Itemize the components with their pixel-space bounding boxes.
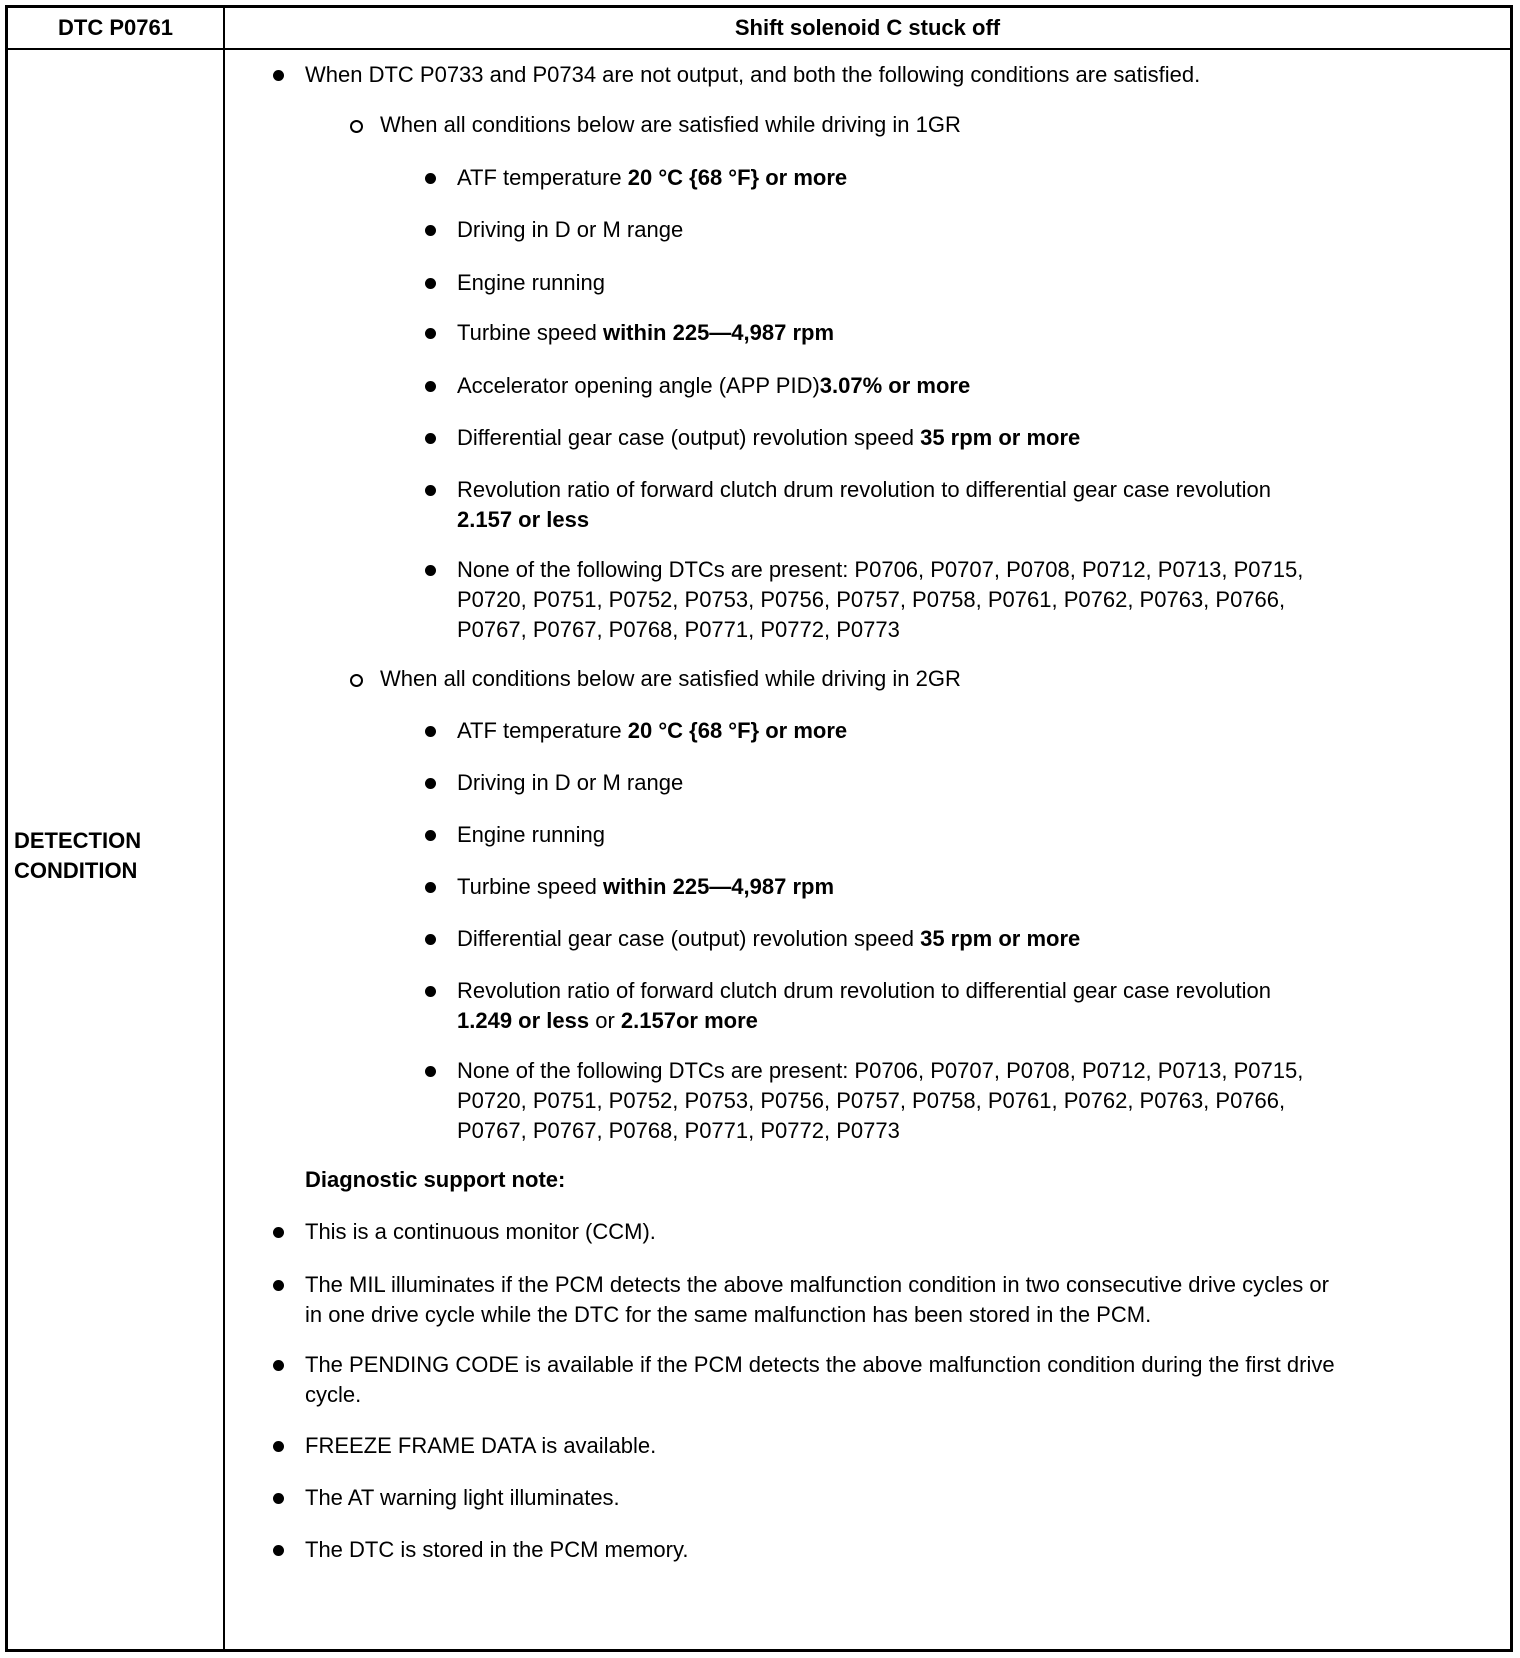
bullet-icon xyxy=(425,173,436,184)
bullet-icon xyxy=(425,381,436,392)
bullet-icon xyxy=(273,1227,284,1238)
list-item: Driving in D or M range xyxy=(457,215,1430,245)
bullet-icon xyxy=(425,278,436,289)
list-item: Accelerator opening angle (APP PID)3.07% or more xyxy=(457,371,1430,401)
bullet-icon xyxy=(273,1493,284,1504)
detection-condition-content xyxy=(225,50,1510,1649)
list-item: The PENDING CODE is available if the PCM detects the above malfunction condition during the first drive cycle. xyxy=(305,1350,1480,1410)
list-item: The AT warning light illuminates. xyxy=(305,1483,1480,1513)
note-heading: Diagnostic support note: xyxy=(305,1167,566,1192)
list-item: The MIL illuminates if the PCM detects the above malfunction condition in two consecutive drive cycles or in one drive cycle while the DTC for the same malfunction has been stored in the PCM. xyxy=(305,1270,1480,1330)
bullet-icon xyxy=(425,485,436,496)
dtc-code: DTC P0761 xyxy=(58,15,173,40)
intro-text: When DTC P0733 and P0734 are not output, and both the following conditions are satisfied. xyxy=(305,62,1201,87)
section-label-line: CONDITION xyxy=(14,858,138,883)
circle-bullet-icon xyxy=(350,120,363,133)
list-item: Turbine speed within 225—4,987 rpm xyxy=(457,318,1430,348)
list-item: This is a continuous monitor (CCM). xyxy=(305,1217,1480,1247)
group-heading: When all conditions below are satisfied while driving in 1GR xyxy=(380,110,1480,140)
bullet-icon xyxy=(273,70,284,81)
bullet-icon xyxy=(273,1280,284,1291)
bullet-icon xyxy=(273,1360,284,1371)
bullet-icon xyxy=(425,565,436,576)
section-label-line: DETECTION xyxy=(14,828,142,853)
bullet-icon xyxy=(425,830,436,841)
list-item: Engine running xyxy=(457,820,1430,850)
bullet-icon xyxy=(425,882,436,893)
section-label xyxy=(14,826,141,886)
list-item: None of the following DTCs are present: P0706, P0707, P0708, P0712, P0713, P0715, P0720, P0751, P0752, P0753, P0756, P0757, P0758, P0761, P0762, P0763, P0766, P0767, P0767, P0768, P0771, P0772, P0773 xyxy=(457,1056,1430,1146)
circle-bullet-icon xyxy=(350,674,363,687)
list-item: Revolution ratio of forward clutch drum revolution to differential gear case revolution 2.157 or less xyxy=(457,475,1430,535)
list-item: Engine running xyxy=(457,268,1430,298)
bullet-icon xyxy=(273,1545,284,1556)
list-item: None of the following DTCs are present: P0706, P0707, P0708, P0712, P0713, P0715, P0720, P0751, P0752, P0753, P0756, P0757, P0758, P0761, P0762, P0763, P0766, P0767, P0767, P0768, P0771, P0772, P0773 xyxy=(457,555,1430,645)
list-item: The DTC is stored in the PCM memory. xyxy=(305,1535,1480,1565)
bullet-icon xyxy=(425,934,436,945)
list-item: ATF temperature 20 °C {68 °F} or more xyxy=(457,163,1430,193)
list-item: Revolution ratio of forward clutch drum revolution to differential gear case revolution 1.249 or less or 2.157or more xyxy=(457,976,1430,1036)
dtc-title: Shift solenoid C stuck off xyxy=(734,15,1001,40)
list-item: Turbine speed within 225—4,987 rpm xyxy=(457,872,1430,902)
bullet-icon xyxy=(425,986,436,997)
bullet-icon xyxy=(425,1066,436,1077)
bullet-icon xyxy=(425,726,436,737)
list-item: Driving in D or M range xyxy=(457,768,1430,798)
list-item: Differential gear case (output) revolution speed 35 rpm or more xyxy=(457,924,1430,954)
dtc-table xyxy=(5,5,1513,1652)
list-item: Differential gear case (output) revolution speed 35 rpm or more xyxy=(457,423,1430,453)
bullet-icon xyxy=(425,225,436,236)
list-item: FREEZE FRAME DATA is available. xyxy=(305,1431,1480,1461)
group-heading: When all conditions below are satisfied while driving in 2GR xyxy=(380,664,1480,694)
bullet-icon xyxy=(273,1441,284,1452)
bullet-icon xyxy=(425,328,436,339)
list-item: ATF temperature 20 °C {68 °F} or more xyxy=(457,716,1430,746)
list-item xyxy=(305,60,1480,90)
bullet-icon xyxy=(425,433,436,444)
bullet-icon xyxy=(425,778,436,789)
